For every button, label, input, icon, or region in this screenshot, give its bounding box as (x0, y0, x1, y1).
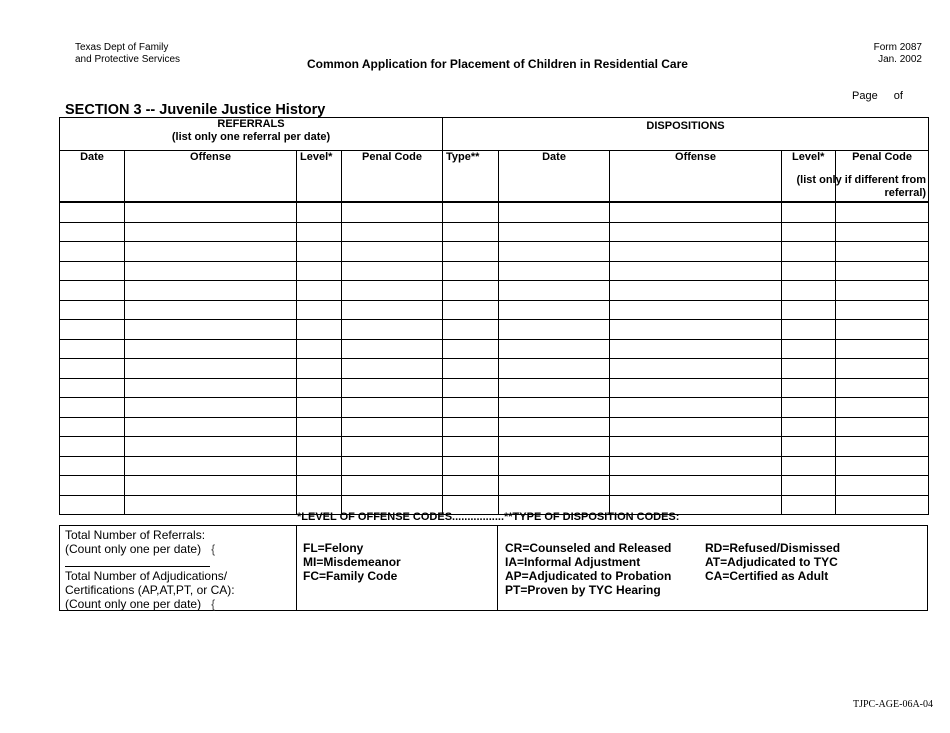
cell-disp-type[interactable] (443, 417, 499, 437)
of-label: of (893, 90, 903, 102)
cell-disp-penal-code[interactable] (836, 417, 929, 437)
cell-ref-level[interactable] (297, 222, 342, 242)
cell-ref-date[interactable] (60, 476, 125, 496)
disposition-code: RD=Refused/Dismissed (705, 541, 841, 555)
table-row (60, 437, 929, 457)
cell-ref-penal-code[interactable] (342, 359, 443, 379)
cell-ref-penal-code[interactable] (342, 242, 443, 262)
cell-disp-offense[interactable] (610, 242, 782, 262)
codes-header: *LEVEL OF OFFENSE CODES.................**TYPE OF DISPOSITION CODES: (297, 511, 680, 523)
cell-disp-penal-code[interactable] (836, 456, 929, 476)
table-row (60, 456, 929, 476)
cell-ref-date[interactable] (60, 281, 125, 301)
cell-disp-level[interactable] (782, 339, 836, 359)
cell-disp-type[interactable] (443, 261, 499, 281)
juvenile-history-table (59, 117, 929, 515)
totals-section (60, 526, 297, 610)
cell-disp-type[interactable] (443, 359, 499, 379)
cell-disp-penal-code[interactable] (836, 261, 929, 281)
cell-disp-level[interactable] (782, 417, 836, 437)
cell-disp-date[interactable] (499, 398, 610, 418)
form-number: Form 2087 (873, 42, 922, 53)
cell-disp-date[interactable] (499, 300, 610, 320)
cell-ref-date[interactable] (60, 261, 125, 281)
cell-disp-type[interactable] (443, 456, 499, 476)
col-disp-penal-label: Penal Code (852, 151, 912, 163)
referrals-count-note: (Count only one per date) (65, 542, 202, 556)
cell-ref-penal-code[interactable] (342, 417, 443, 437)
cell-ref-date[interactable] (60, 417, 125, 437)
cell-ref-date[interactable] (60, 456, 125, 476)
cell-disp-level[interactable] (782, 281, 836, 301)
cell-ref-level[interactable] (297, 398, 342, 418)
brace-icon: { (211, 542, 216, 556)
cell-ref-date[interactable] (60, 320, 125, 340)
cell-ref-penal-code[interactable] (342, 222, 443, 242)
cell-disp-date[interactable] (499, 261, 610, 281)
dispositions-header: DISPOSITIONS (443, 118, 929, 151)
page-number-field[interactable] (852, 90, 903, 102)
cell-disp-type[interactable] (443, 339, 499, 359)
cell-ref-penal-code[interactable] (342, 320, 443, 340)
brace-icon: { (211, 597, 216, 611)
table-row (60, 300, 929, 320)
cell-disp-offense[interactable] (610, 417, 782, 437)
cell-ref-penal-code[interactable] (342, 456, 443, 476)
signature-line (65, 556, 291, 569)
cell-ref-offense[interactable] (125, 320, 297, 340)
cell-disp-type[interactable] (443, 476, 499, 496)
cell-disp-offense[interactable] (610, 456, 782, 476)
cell-disp-level[interactable] (782, 437, 836, 457)
col-disp-level: Level* (782, 151, 836, 203)
cell-ref-offense[interactable] (125, 261, 297, 281)
cell-disp-penal-code[interactable] (836, 242, 929, 262)
cell-disp-level[interactable] (782, 378, 836, 398)
level-codes-section (297, 526, 498, 610)
table-row (60, 261, 929, 281)
col-disp-date: Date (499, 151, 610, 203)
agency-name (75, 42, 180, 66)
cell-disp-date[interactable] (499, 378, 610, 398)
col-ref-offense: Offense (125, 151, 297, 203)
cell-disp-penal-code[interactable] (836, 339, 929, 359)
col-ref-penal-code: Penal Code (342, 151, 443, 203)
cell-disp-date[interactable] (499, 476, 610, 496)
col-ref-date: Date (60, 151, 125, 203)
cell-disp-type[interactable] (443, 242, 499, 262)
cell-ref-offense[interactable] (125, 242, 297, 262)
cell-disp-date[interactable] (499, 359, 610, 379)
cell-disp-type[interactable] (443, 398, 499, 418)
cell-disp-penal-code[interactable] (836, 378, 929, 398)
cell-disp-penal-code[interactable] (836, 281, 929, 301)
cell-disp-penal-code[interactable] (836, 437, 929, 457)
cell-disp-level[interactable] (782, 456, 836, 476)
cell-disp-date[interactable] (499, 281, 610, 301)
cell-ref-penal-code[interactable] (342, 398, 443, 418)
level-code: MI=Misdemeanor (303, 555, 401, 569)
cell-disp-level[interactable] (782, 242, 836, 262)
cell-disp-date[interactable] (499, 417, 610, 437)
cell-disp-date[interactable] (499, 339, 610, 359)
cell-disp-level[interactable] (782, 359, 836, 379)
cell-ref-level[interactable] (297, 476, 342, 496)
page-label: Page (852, 90, 878, 102)
col-disp-penal-note: (list only if different from referral) (796, 174, 927, 199)
cell-disp-offense[interactable] (610, 281, 782, 301)
document-title: Common Application for Placement of Children in Residential Care (307, 57, 688, 71)
cell-ref-offense[interactable] (125, 222, 297, 242)
cell-disp-offense[interactable] (610, 359, 782, 379)
cell-ref-level[interactable] (297, 300, 342, 320)
cell-disp-level[interactable] (782, 320, 836, 340)
cell-disp-date[interactable] (499, 456, 610, 476)
cell-disp-penal-code[interactable] (836, 398, 929, 418)
cell-ref-penal-code[interactable] (342, 300, 443, 320)
agency-line-2: and Protective Services (75, 54, 181, 65)
cell-ref-penal-code[interactable] (342, 476, 443, 496)
cell-ref-date[interactable] (60, 222, 125, 242)
total-adjudications-field[interactable] (65, 597, 291, 611)
total-referrals-label: Total Number of Referrals: (65, 528, 206, 542)
table-body (60, 202, 929, 515)
table-row (60, 398, 929, 418)
disposition-codes-section (498, 526, 927, 610)
cell-disp-type[interactable] (443, 281, 499, 301)
cell-ref-offense[interactable] (125, 339, 297, 359)
cell-ref-offense[interactable] (125, 300, 297, 320)
col-disp-offense: Offense (610, 151, 782, 203)
cell-disp-level[interactable] (782, 222, 836, 242)
cell-disp-level[interactable] (782, 476, 836, 496)
table-row (60, 202, 929, 222)
cell-ref-level[interactable] (297, 320, 342, 340)
cell-disp-penal-code[interactable] (836, 476, 929, 496)
total-adjudications-label-1: Total Number of Adjudications/ (65, 569, 228, 583)
cell-ref-level[interactable] (297, 417, 342, 437)
footer-form-code: TJPC-AGE-06A-04 (853, 699, 933, 710)
cell-ref-level[interactable] (297, 281, 342, 301)
table-row (60, 417, 929, 437)
cell-ref-date[interactable] (60, 242, 125, 262)
table-row (60, 320, 929, 340)
table-row (60, 476, 929, 496)
cell-ref-level[interactable] (297, 378, 342, 398)
cell-disp-type[interactable] (443, 437, 499, 457)
cell-disp-offense[interactable] (610, 339, 782, 359)
cell-disp-level[interactable] (782, 495, 836, 515)
cell-ref-level[interactable] (297, 359, 342, 379)
disposition-code: CR=Counseled and Released (505, 541, 672, 555)
cell-ref-level[interactable] (297, 242, 342, 262)
table-row (60, 242, 929, 262)
level-code: FL=Felony (303, 541, 364, 555)
cell-disp-penal-code[interactable] (836, 202, 929, 222)
cell-disp-level[interactable] (782, 300, 836, 320)
referrals-title: REFERRALS (217, 118, 285, 130)
disposition-codes-col-1 (505, 541, 671, 597)
cell-disp-date[interactable] (499, 320, 610, 340)
cell-disp-type[interactable] (443, 202, 499, 222)
cell-ref-offense[interactable] (125, 495, 297, 515)
cell-ref-date[interactable] (60, 202, 125, 222)
referrals-subtitle: (list only one referral per date) (171, 131, 331, 143)
cell-ref-offense[interactable] (125, 417, 297, 437)
cell-disp-penal-code[interactable] (836, 300, 929, 320)
cell-ref-level[interactable] (297, 456, 342, 476)
cell-ref-level[interactable] (297, 202, 342, 222)
cell-ref-penal-code[interactable] (342, 281, 443, 301)
column-header-row (60, 151, 929, 203)
disposition-codes-col-2 (705, 541, 840, 583)
cell-disp-offense[interactable] (610, 476, 782, 496)
cell-disp-type[interactable] (443, 300, 499, 320)
table-row (60, 339, 929, 359)
table-row (60, 222, 929, 242)
cell-disp-offense[interactable] (610, 320, 782, 340)
blank-line (65, 557, 210, 567)
cell-disp-penal-code[interactable] (836, 359, 929, 379)
form-date: Jan. 2002 (878, 54, 922, 65)
cell-ref-level[interactable] (297, 437, 342, 457)
cell-ref-offense[interactable] (125, 359, 297, 379)
cell-ref-penal-code[interactable] (342, 437, 443, 457)
cell-disp-date[interactable] (499, 222, 610, 242)
cell-ref-offense[interactable] (125, 281, 297, 301)
cell-disp-penal-code[interactable] (836, 495, 929, 515)
cell-ref-level[interactable] (297, 261, 342, 281)
cell-disp-offense[interactable] (610, 437, 782, 457)
cell-ref-date[interactable] (60, 378, 125, 398)
cell-ref-date[interactable] (60, 398, 125, 418)
adjudications-count-note: (Count only one per date) (65, 597, 202, 611)
cell-disp-date[interactable] (499, 242, 610, 262)
cell-ref-date[interactable] (60, 339, 125, 359)
agency-line-1: Texas Dept of Family (75, 42, 169, 53)
cell-ref-offense[interactable] (125, 202, 297, 222)
cell-ref-date[interactable] (60, 300, 125, 320)
cell-ref-date[interactable] (60, 437, 125, 457)
cell-ref-penal-code[interactable] (342, 261, 443, 281)
cell-ref-offense[interactable] (125, 456, 297, 476)
cell-disp-type[interactable] (443, 320, 499, 340)
disposition-code: AT=Adjudicated to TYC (705, 555, 838, 569)
cell-disp-level[interactable] (782, 261, 836, 281)
cell-disp-offense[interactable] (610, 202, 782, 222)
cell-disp-penal-code[interactable] (836, 222, 929, 242)
col-disp-type: Type** (443, 151, 499, 203)
cell-disp-offense[interactable] (610, 261, 782, 281)
cell-disp-offense[interactable] (610, 300, 782, 320)
referrals-header (60, 118, 443, 151)
cell-disp-offense[interactable] (610, 222, 782, 242)
cell-disp-type[interactable] (443, 222, 499, 242)
summary-box (59, 525, 928, 611)
cell-ref-penal-code[interactable] (342, 339, 443, 359)
cell-disp-penal-code[interactable] (836, 320, 929, 340)
disposition-code: CA=Certified as Adult (705, 569, 829, 583)
col-ref-level: Level* (297, 151, 342, 203)
form-identifier (874, 42, 922, 66)
cell-disp-date[interactable] (499, 437, 610, 457)
total-referrals-field[interactable] (65, 542, 291, 556)
cell-ref-offense[interactable] (125, 476, 297, 496)
group-header-row (60, 118, 929, 151)
table-row (60, 378, 929, 398)
cell-ref-offense[interactable] (125, 398, 297, 418)
cell-ref-level[interactable] (297, 339, 342, 359)
cell-disp-level[interactable] (782, 398, 836, 418)
disposition-code: IA=Informal Adjustment (505, 555, 641, 569)
cell-ref-date[interactable] (60, 359, 125, 379)
table-row (60, 281, 929, 301)
section-title: SECTION 3 -- Juvenile Justice History (65, 102, 326, 118)
cell-ref-offense[interactable] (125, 378, 297, 398)
cell-disp-level[interactable] (782, 202, 836, 222)
cell-disp-offense[interactable] (610, 378, 782, 398)
disposition-code: AP=Adjudicated to Probation (505, 569, 672, 583)
level-code: FC=Family Code (303, 569, 398, 583)
cell-ref-offense[interactable] (125, 437, 297, 457)
table-row (60, 359, 929, 379)
cell-disp-type[interactable] (443, 378, 499, 398)
cell-disp-offense[interactable] (610, 398, 782, 418)
cell-ref-penal-code[interactable] (342, 202, 443, 222)
disposition-code: PT=Proven by TYC Hearing (505, 583, 661, 597)
cell-ref-date[interactable] (60, 495, 125, 515)
total-adjudications-label-2: Certifications (AP,AT,PT, or CA): (65, 583, 235, 597)
cell-disp-date[interactable] (499, 202, 610, 222)
cell-ref-penal-code[interactable] (342, 378, 443, 398)
